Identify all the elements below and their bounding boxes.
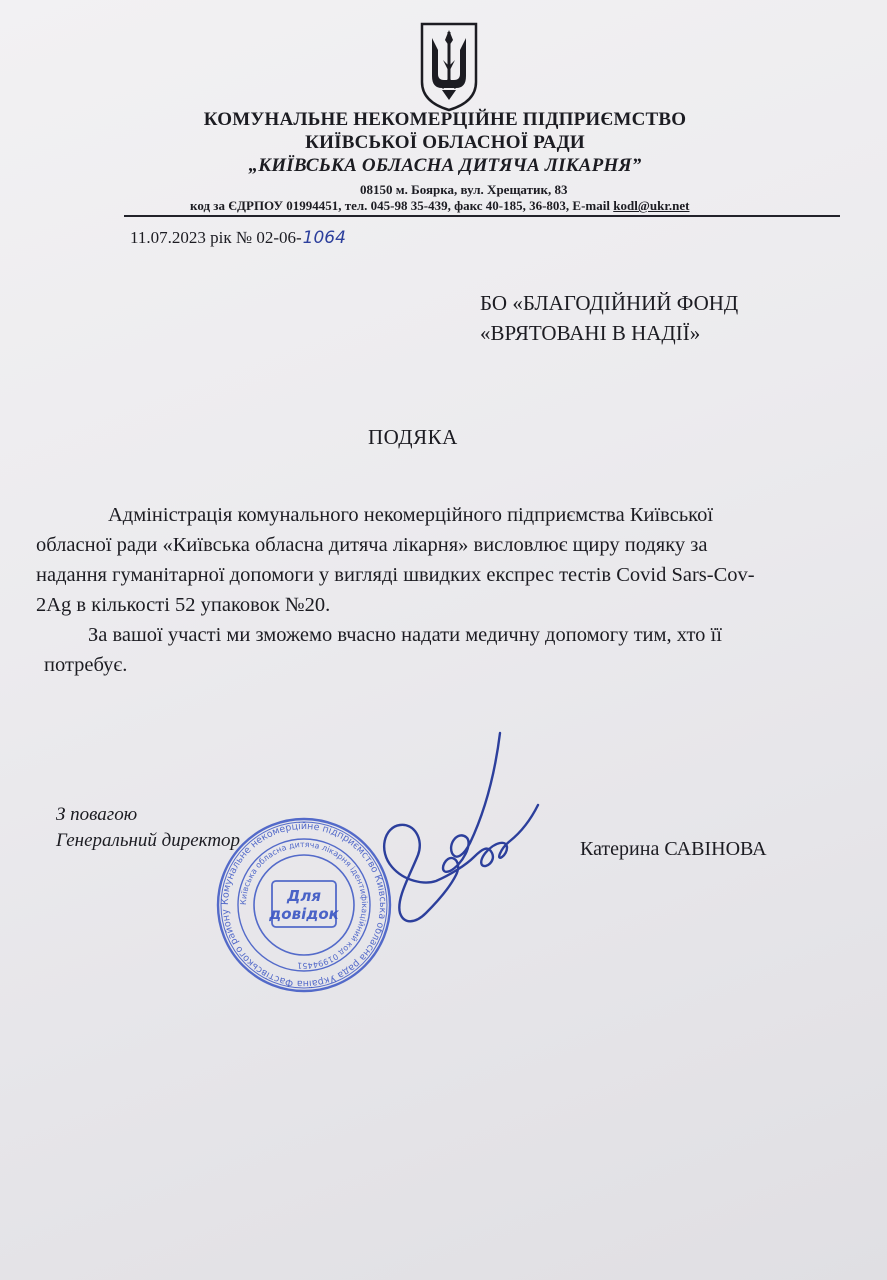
- registration-prefix: 11.07.2023 рік № 02-06-: [130, 228, 302, 247]
- signatory-name: Катерина САВІНОВА: [580, 838, 767, 860]
- document-title: ПОДЯКА: [368, 425, 458, 449]
- org-name-line-1: КОМУНАЛЬНЕ НЕКОМЕРЦІЙНЕ ПІДПРИЄМСТВО: [203, 109, 687, 130]
- body-line: надання гуманітарної допомоги у вигляді швидких експрес тестів Covid Sars-Cov-: [36, 564, 755, 586]
- official-stamp: [214, 815, 394, 995]
- org-name-line-2: КИЇВСЬКОЇ ОБЛАСНОЇ РАДИ: [305, 132, 585, 153]
- org-address: 08150 м. Боярка, вул. Хрещатик, 83: [360, 182, 568, 197]
- body-line: За вашої участі ми зможемо вчасно надати медичну допомогу тим, хто її: [88, 624, 722, 646]
- body-line: потребує.: [44, 654, 128, 676]
- org-contacts: [190, 198, 690, 214]
- email-link[interactable]: kodl@ukr.net: [613, 198, 690, 213]
- closing-regards: З повагою: [56, 804, 138, 825]
- recipient-line-1: БО «БЛАГОДІЙНИЙ ФОНД: [480, 291, 739, 315]
- trident-coat-of-arms-icon: [418, 20, 480, 112]
- signatory-position: Генеральний директор: [56, 830, 241, 851]
- recipient-line-2: «ВРЯТОВАНІ В НАДІЇ»: [480, 321, 701, 345]
- stamp-inner-text: Київська обласна дитяча лікарня ідентифікаційний код 01994451: [238, 839, 370, 971]
- body-line: Адміністрація комунального некомерційного підприємства Київської: [108, 504, 714, 526]
- closing-block: [56, 802, 240, 854]
- recipient-block: [480, 288, 738, 348]
- org-name-line-3: „КИЇВСЬКА ОБЛАСНА ДИТЯЧА ЛІКАРНЯ”: [248, 155, 642, 176]
- stamp-center-line-2: довідок: [269, 905, 339, 923]
- handwritten-number: 1064: [302, 228, 346, 248]
- contacts-text: код за ЄДРПОУ 01994451, тел. 045-98 35-439, факс 40-185, 36-803, E-mail: [190, 198, 614, 213]
- body-line: обласної ради «Київська обласна дитяча лікарня» висловлює щиру подяку за: [36, 534, 708, 556]
- letterhead: [120, 108, 770, 177]
- stamp-outer-text: Комунальне некомерційне підприємство Київська обласна рада Україна Фастівського району: [219, 820, 389, 990]
- registration-number: [130, 228, 346, 248]
- stamp-center-line-1: Для: [287, 887, 321, 905]
- header-divider: [124, 215, 840, 217]
- handwritten-signature: [370, 725, 545, 935]
- body-line: 2Ag в кількості 52 упаковок №20.: [36, 594, 331, 616]
